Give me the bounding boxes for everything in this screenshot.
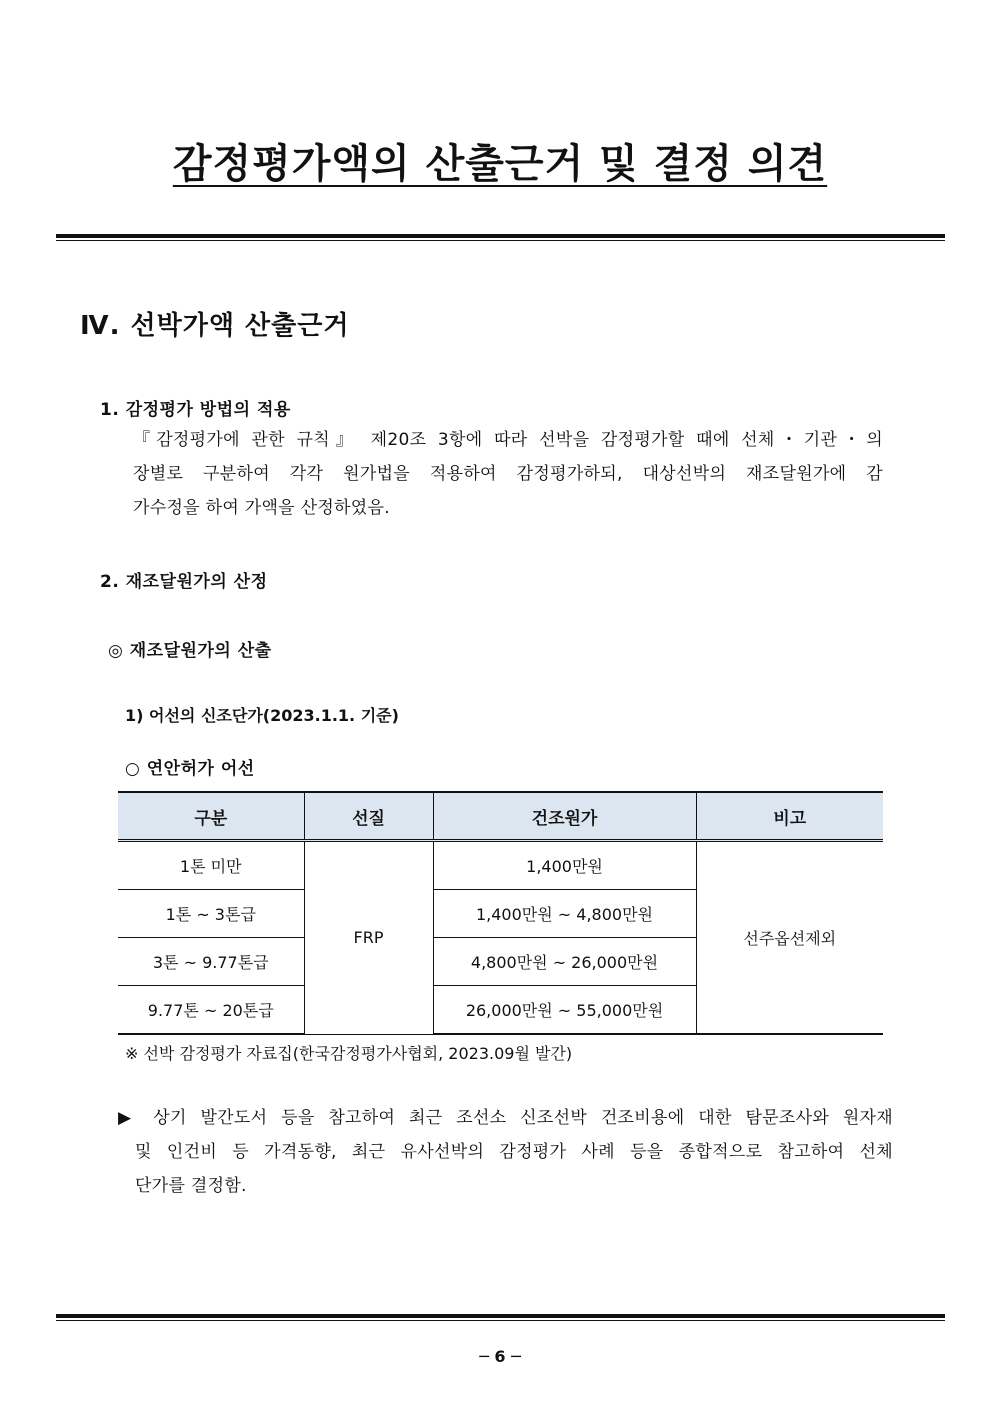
- table-header-row: [118, 792, 883, 841]
- item-heading: 1) 어선의 신조단가(2023.1.1. 기준): [125, 706, 399, 725]
- cell-class: 9.77톤 ~ 20톤급: [118, 986, 304, 1035]
- bottom-divider: [56, 1314, 945, 1321]
- circle-item-heading: ○ 연안허가 어선: [125, 759, 255, 779]
- cell-remark: 선주옵션제외: [696, 841, 883, 1035]
- method-line-2: 장별로 구분하여 각각 원가법을 적용하여 감정평가하되, 대상선박의 재조달원가에 감: [133, 464, 883, 484]
- page-title: [0, 132, 1000, 189]
- method-line-3: 가수정을 하여 가액을 산정하였음.: [133, 498, 390, 518]
- header-class: 구분: [118, 792, 304, 841]
- conclusion-line-2: 및 인건비 등 가격동향, 최근 유사선박의 감정평가 사례 등을 종합적으로 참고하여 선체: [135, 1142, 893, 1162]
- section-heading: Ⅳ. 선박가액 산출근거: [80, 311, 350, 341]
- cell-class: 1톤 미만: [118, 841, 304, 890]
- subsection-heading-2: 2. 재조달원가의 산정: [100, 572, 268, 592]
- subsection-heading-1: 1. 감정평가 방법의 적용: [100, 400, 291, 420]
- method-paragraph: [133, 423, 883, 525]
- conclusion-line-3: 단가를 결정함.: [135, 1176, 247, 1196]
- page-number: ─ 6 ─: [479, 1347, 521, 1366]
- cell-class: 1톤 ~ 3톤급: [118, 890, 304, 938]
- table-row: [118, 841, 883, 890]
- page-title-text: 감정평가액의 산출근거 및 결정 의견: [172, 141, 828, 187]
- header-cost: 건조원가: [433, 792, 696, 841]
- cell-cost: 1,400만원: [433, 841, 696, 890]
- header-material: 선질: [304, 792, 433, 841]
- cell-cost: 4,800만원 ~ 26,000만원: [433, 938, 696, 986]
- method-line-1: 『감정평가에 관한 규칙』 제20조 3항에 따라 선박을 감정평가할 때에 선체・기관・의: [133, 430, 883, 450]
- cell-cost: 26,000만원 ~ 55,000만원: [433, 986, 696, 1035]
- top-divider: [56, 234, 945, 241]
- bullet-heading: ◎ 재조달원가의 산출: [108, 641, 272, 661]
- conclusion-paragraph: [118, 1101, 893, 1203]
- cell-material: FRP: [304, 841, 433, 1035]
- cell-class: 3톤 ~ 9.77톤급: [118, 938, 304, 986]
- header-remark: 비고: [696, 792, 883, 841]
- source-note: ※ 선박 감정평가 자료집(한국감정평가사협회, 2023.09월 발간): [125, 1044, 573, 1063]
- conclusion-line-1: ▶ 상기 발간도서 등을 참고하여 최근 조선소 신조선박 건조비용에 대한 탐문조사와 원자재: [118, 1108, 893, 1128]
- cell-cost: 1,400만원 ~ 4,800만원: [433, 890, 696, 938]
- newbuild-cost-table: [118, 791, 883, 1035]
